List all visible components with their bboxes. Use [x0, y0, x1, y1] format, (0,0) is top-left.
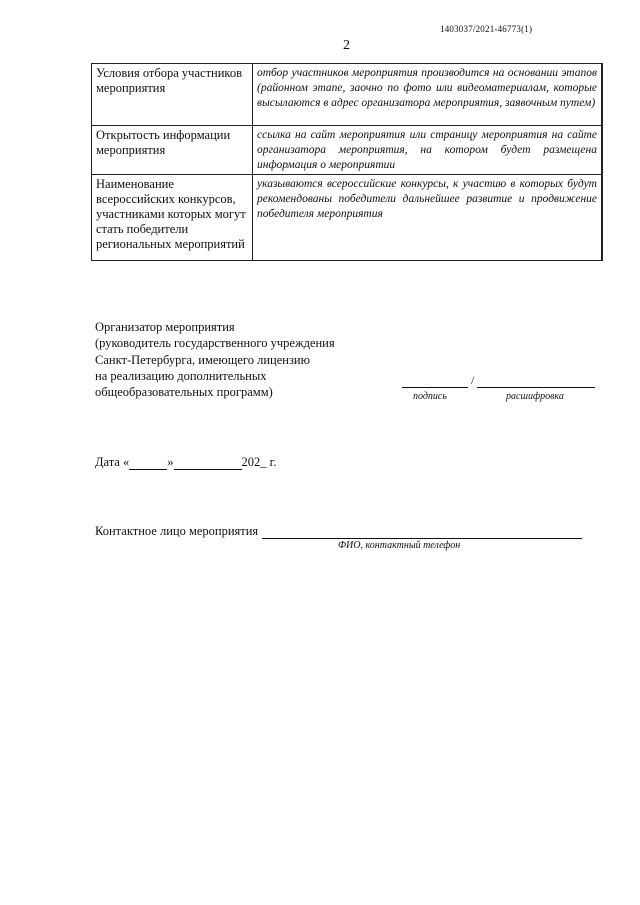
- organizer-block: [95, 319, 365, 400]
- signature-caption: подпись: [413, 391, 447, 402]
- table-row: [92, 64, 603, 126]
- contact-blank: [262, 526, 582, 539]
- date-middle: »: [167, 455, 174, 469]
- table-row: [92, 126, 603, 175]
- date-year: 202_ г.: [241, 455, 277, 469]
- day-blank: [129, 457, 167, 470]
- signature-blank: [402, 375, 468, 388]
- event-info-table: [91, 63, 603, 261]
- organizer-line: Организатор мероприятия: [95, 320, 235, 334]
- contact-caption: ФИО, контактный телефон: [338, 540, 461, 551]
- row-label: Условия отбора участников мероприятия: [92, 64, 253, 126]
- row-label: Наименование всероссийских конкурсов, участниками которых могут стать победители региональных мероприятий: [92, 175, 253, 261]
- signature-line: [402, 373, 595, 388]
- row-value: ссылка на сайт мероприятия или страницу мероприятия на сайте организатора мероприятия, на котором будет размещена информация о мероприятии: [253, 126, 603, 175]
- organizer-line: Санкт-Петербурга, имеющего лицензию: [95, 352, 310, 367]
- decoding-caption: расшифровка: [506, 391, 564, 402]
- contact-line: [95, 524, 582, 539]
- document-id: 1403037/2021-46773(1): [440, 24, 533, 34]
- date-prefix: Дата «: [95, 455, 130, 469]
- date-line: [95, 455, 277, 470]
- row-value: указываются всероссийские конкурсы, к участию в которых будут рекомендованы победители дальнейшее развитие и продвижение победителя мероприятия: [253, 175, 603, 261]
- organizer-line: на реализацию дополнительных: [95, 368, 267, 383]
- organizer-line: общеобразовательных программ): [95, 385, 273, 400]
- signature-separator: /: [471, 373, 475, 387]
- page-number: 2: [343, 38, 350, 53]
- organizer-line: (руководитель государственного учреждения: [95, 336, 335, 351]
- contact-label: Контактное лицо мероприятия: [95, 524, 259, 538]
- row-label: Открытость информации мероприятия: [92, 126, 253, 175]
- row-value: отбор участников мероприятия производится на основании этапов (районном этапе, заочно по фото или видеоматериалам, которые высылаются в адрес организатора мероприятия, заявочным путем): [253, 64, 603, 126]
- month-blank: [174, 457, 242, 470]
- decoding-blank: [477, 375, 595, 388]
- table-row: [92, 175, 603, 261]
